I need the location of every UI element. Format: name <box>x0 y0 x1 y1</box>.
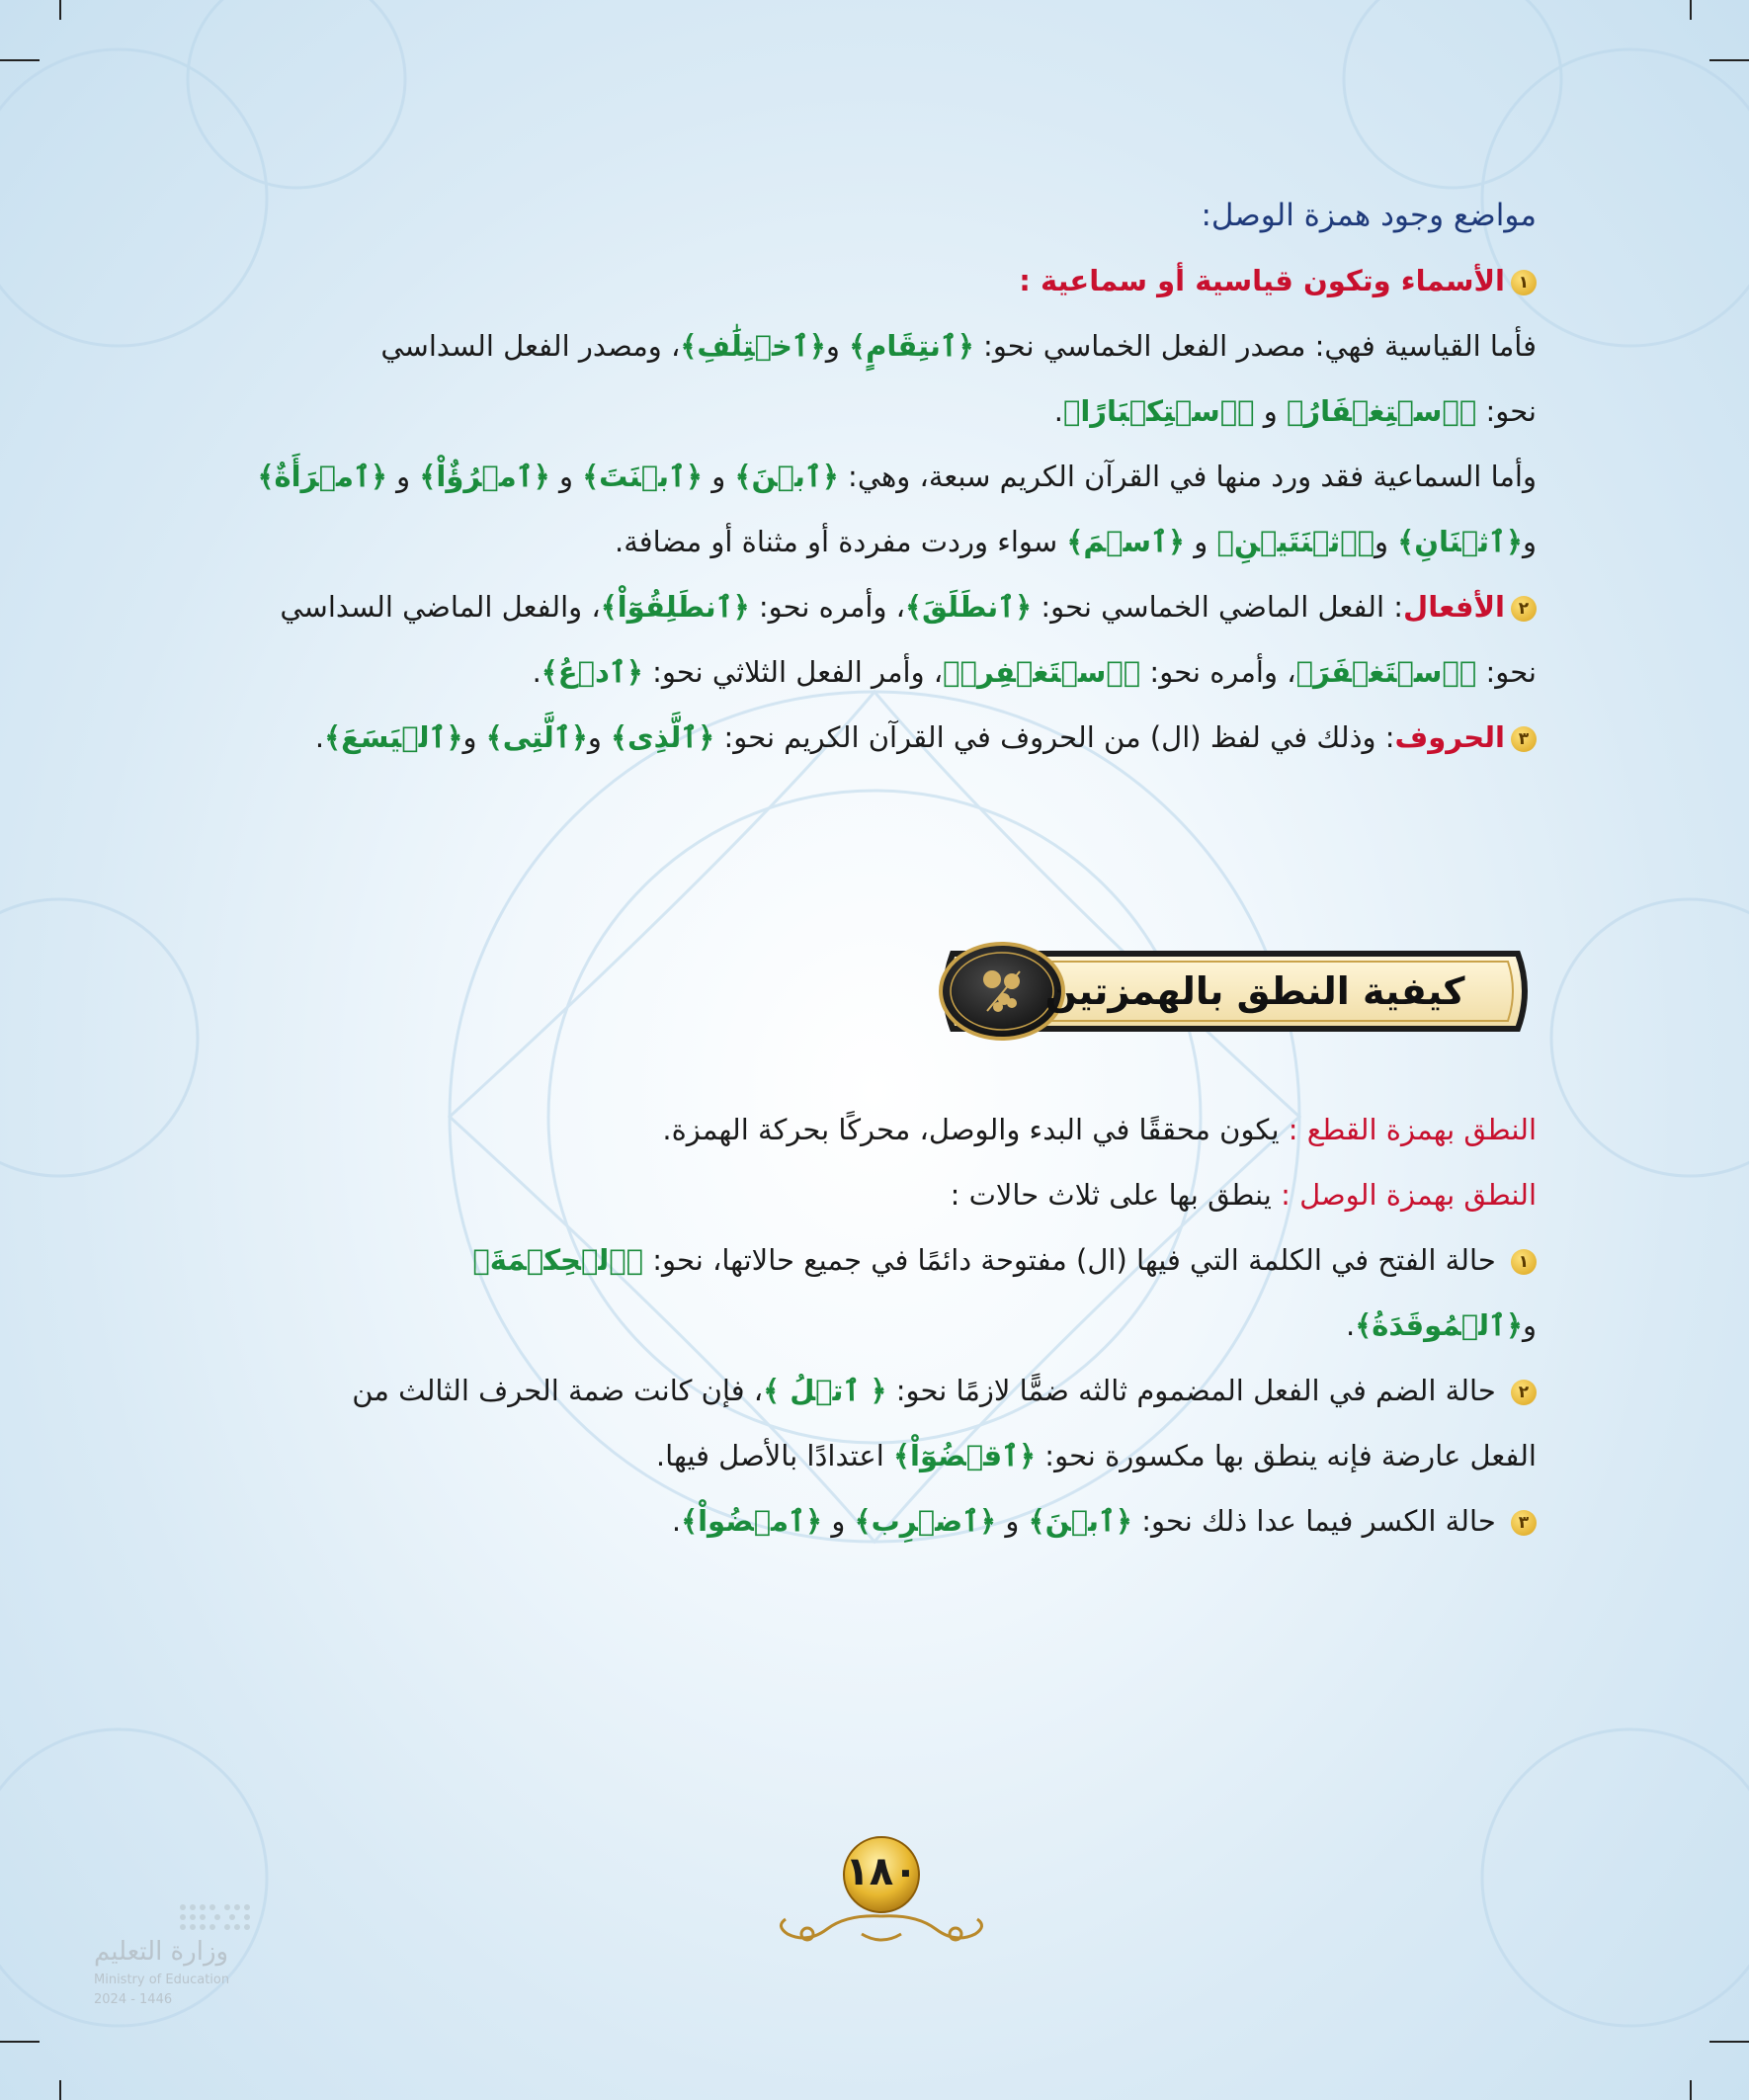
quran-word: ﴿ٱمۡضُواْ﴾ <box>681 1504 823 1538</box>
text: و <box>1374 525 1398 558</box>
quran-word: ﴿ٱدۡعُ﴾ <box>541 655 643 689</box>
item-1-line-1 <box>208 313 1537 378</box>
quran-word: ﴿ٱبۡنَتَ﴾ <box>582 460 703 493</box>
text: نحو: <box>1476 655 1537 689</box>
quran-word: ﴿ٱسۡتَغۡفِرۡ﴾ <box>943 655 1141 689</box>
quran-word: ﴿ٱبۡنَ﴾ <box>734 460 839 493</box>
crop-mark <box>1690 2080 1692 2100</box>
quran-word: ﴿ٱمۡرُؤٌاْ﴾ <box>419 460 550 493</box>
item-3-line-1 <box>208 705 1537 770</box>
quran-word: ﴿ٱنطَلَقَ﴾ <box>905 590 1033 624</box>
quran-word: ﴿ ٱتۡلُ ﴾ <box>763 1374 887 1407</box>
number-badge-3: ٣ <box>1511 1510 1537 1536</box>
number-badge-1: ١ <box>1511 270 1537 295</box>
page-number: ١٨٠ <box>845 1849 918 1894</box>
quran-word: ﴿ٱنتِقَامٍ﴾ <box>849 329 974 363</box>
text: حالة الضم في الفعل المضموم ثالثه ضمًّا لازمًا نحو: <box>886 1374 1505 1407</box>
crop-mark <box>1690 0 1692 20</box>
ministry-logo <box>94 1897 262 2036</box>
item-1-line-3 <box>208 444 1537 509</box>
text: ، ومصدر الفعل السداسي <box>380 329 681 363</box>
text: ينطق بها على ثلاث حالات : <box>950 1178 1282 1212</box>
text: حالة الفتح في الكلمة التي فيها (ال) مفتوحة دائمًا في جميع حالاتها، نحو: <box>643 1243 1505 1277</box>
case-3-line-1 <box>208 1488 1537 1554</box>
text: . <box>314 720 325 754</box>
ministry-arabic: وزارة التعليم <box>94 1937 229 1967</box>
text: : وذلك في لفظ (ال) من الحروف في القرآن الكريم نحو: <box>714 720 1395 754</box>
quran-word: ﴿ٱسۡتَغۡفَرَ﴾ <box>1295 655 1477 689</box>
text: و <box>462 720 486 754</box>
text: ، والفعل الماضي السداسي <box>280 590 601 624</box>
text: و <box>587 720 612 754</box>
case-2-line-2 <box>208 1423 1537 1488</box>
text: الفعل عارضة فإنه ينطق بها مكسورة نحو: <box>1036 1439 1537 1472</box>
quran-word: ﴿ٱبۡنَ﴾ <box>1028 1504 1132 1538</box>
quran-word: ﴿ٱضۡرِب﴾ <box>854 1504 997 1538</box>
case-2-line-1 <box>208 1358 1537 1423</box>
number-badge-1: ١ <box>1511 1249 1537 1275</box>
quran-word: ﴿ٱمۡرَأَةٌ﴾ <box>257 460 387 493</box>
item-1-title-line <box>208 248 1537 313</box>
ministry-english: Ministry of Education <box>94 1973 230 1987</box>
section-hamzat-wasl-locations <box>208 183 1537 770</box>
text: ، وأمر الفعل الثلاثي نحو: <box>642 655 944 689</box>
item-2-title: الأفعال <box>1403 590 1505 624</box>
quran-word: ﴿ٱقۡضُوٓاْ﴾ <box>893 1439 1037 1472</box>
qat-label: النطق بهمزة القطع : <box>1288 1113 1537 1146</box>
item-2-line-1 <box>208 574 1537 639</box>
text: ، وأمره نحو: <box>749 590 906 624</box>
text: و <box>549 460 583 493</box>
quran-word: ﴿ٱثۡنَانِ﴾ <box>1397 525 1523 558</box>
banner-title: كيفية النطق بالهمزتين <box>1044 969 1465 1013</box>
text: . <box>532 655 541 689</box>
crop-mark <box>1709 59 1749 61</box>
crop-mark <box>0 59 40 61</box>
text: حالة الكسر فيما عدا ذلك نحو: <box>1132 1504 1505 1538</box>
quran-word: ﴿ٱسۡتِكۡبَارًا﴾ <box>1062 394 1255 428</box>
text: و <box>822 1504 855 1538</box>
section-heading: مواضع وجود همزة الوصل: <box>1201 198 1537 233</box>
quran-word: ﴿ٱلَّتِى﴾ <box>485 720 588 754</box>
text: و <box>1185 525 1217 558</box>
text: و <box>386 460 420 493</box>
text: . <box>1346 1308 1356 1342</box>
quran-word: ﴿ٱلۡحِكۡمَةَ﴾ <box>472 1243 644 1277</box>
case-1-line-1 <box>208 1227 1537 1293</box>
text: : الفعل الماضي الخماسي نحو: <box>1032 590 1404 624</box>
text: يكون محققًا في البدء والوصل، محركًا بحركة الهمزة. <box>662 1113 1289 1146</box>
quran-word: ﴿ٱلۡمُوقَدَةُ﴾ <box>1355 1308 1523 1342</box>
text: وأما السماعية فقد ورد منها في القرآن الكريم سبعة، وهي: <box>838 460 1537 493</box>
text: نحو: <box>1476 394 1537 428</box>
item-1-line-2 <box>208 378 1537 444</box>
text: . <box>671 1504 682 1538</box>
crop-mark <box>59 2080 61 2100</box>
wasl-paragraph <box>208 1162 1537 1227</box>
text: اعتدادًا بالأصل فيها. <box>655 1439 894 1472</box>
case-1-line-2 <box>208 1293 1537 1358</box>
text: و <box>1522 1308 1537 1342</box>
item-3-title: الحروف <box>1394 720 1505 754</box>
text: و <box>703 460 735 493</box>
section-pronunciation <box>208 1097 1537 1554</box>
number-badge-3: ٣ <box>1511 726 1537 752</box>
ministry-dots-icon <box>173 1897 262 1933</box>
text: ، وأمره نحو: <box>1140 655 1296 689</box>
text: ، فإن كانت ضمة الحرف الثالث من <box>352 1374 764 1407</box>
crop-mark <box>0 2041 40 2043</box>
crop-mark <box>59 0 61 20</box>
item-1-title: الأسماء وتكون قياسية أو سماعية : <box>1019 264 1505 297</box>
item-1-line-4 <box>208 509 1537 574</box>
number-badge-2: ٢ <box>1511 1380 1537 1405</box>
item-2-line-2 <box>208 639 1537 705</box>
text: و <box>996 1504 1029 1538</box>
quran-word: ﴿ٱلۡيَسَعَ﴾ <box>324 720 463 754</box>
crop-mark <box>1709 2041 1749 2043</box>
quran-word: ﴿ٱلَّذِى﴾ <box>611 720 715 754</box>
quran-word: ﴿ٱثۡنَتَيۡنِ﴾ <box>1216 525 1374 558</box>
quran-word: ﴿ٱنطَلِقُوٓاْ﴾ <box>600 590 750 624</box>
quran-word: ﴿ٱسۡمَ﴾ <box>1066 525 1186 558</box>
text: . <box>1053 394 1063 428</box>
qat-paragraph <box>208 1097 1537 1162</box>
text: سواء وردت مفردة أو مثناة أو مضافة. <box>615 525 1067 558</box>
wasl-label: النطق بهمزة الوصل : <box>1281 1178 1537 1212</box>
text: فأما القياسية فهي: مصدر الفعل الخماسي نحو: <box>973 329 1537 363</box>
quran-word: ﴿ٱسۡتِغۡفَارُ﴾ <box>1287 394 1477 428</box>
quran-word: ﴿ٱخۡتِلَٰفِ﴾ <box>680 329 826 363</box>
number-badge-2: ٢ <box>1511 596 1537 622</box>
text: و <box>1254 394 1288 428</box>
text: و <box>825 329 850 363</box>
text: و <box>1522 525 1537 558</box>
ministry-year: 2024 - 1446 <box>94 1992 173 2007</box>
